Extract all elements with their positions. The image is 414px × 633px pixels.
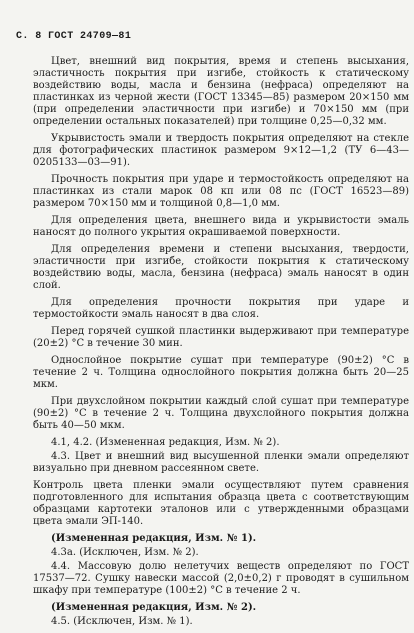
amendment-note-2: (Измененная редакция, Изм. № 2).	[51, 602, 257, 613]
clause-4-1-4-2: 4.1, 4.2. (Измененная редакция, Изм. № 2).	[51, 437, 280, 448]
paragraph-materials: Цвет, внешний вид покрытия, время и степень высыхания, эластичность покрытия при изгибе, стойкость к статическому воздействию воды, масла и бензина (нефраса) определяют на пластинках из черной жести (ГОСТ 13345—85) размером 20×150 мм (при определении эластичности при изгибе) и 70×150 мм (при определении остальных показателей) при толщине 0,25—0,32 мм.	[33, 56, 409, 127]
paragraph-color-control: Контроль цвета пленки эмали осуществляют путем сравнения подготовленного для испытания образца цвета с соответствующим образцами картотеки эталонов или с утвержденными образцами цвета эмали ЭП-140.	[33, 480, 409, 527]
paragraph-two-layers: Для определения прочности покрытия при ударе и термостойкости эмаль наносят в два слоя.	[33, 297, 409, 320]
paragraph-color-application: Для определения цвета, внешнего вида и укрывистости эмаль наносят до полного укрытия окрашиваемой поверхности.	[33, 215, 409, 238]
document-body	[33, 56, 409, 633]
clause-4-3a: 4.3а. (Исключен, Изм. № 2).	[51, 547, 199, 558]
clause-4-4: 4.4. Массовую долю нелетучих веществ определяют по ГОСТ 17537—72. Сушку навески массой (2,0±0,2) г проводят в сушильном шкафу при температуре (100±2) °С в течение 2 ч.	[33, 561, 409, 596]
paragraph-hot-drying: Перед горячей сушкой пластинки выдерживают при температуре (20±2) °С в течение 30 мин.	[33, 326, 409, 349]
clause-4-3: 4.3. Цвет и внешний вид высушенной пленки эмали определяют визуально при дневном рассеянном свете.	[33, 451, 409, 474]
paragraph-drying-application: Для определения времени и степени высыхания, твердости, эластичности при изгибе, стойкости покрытия к статическому воздействию воды, масла, бензина (нефраса) эмаль наносят в один слой.	[33, 244, 409, 291]
paragraph-single-layer: Однослойное покрытие сушат при температуре (90±2) °С в течение 2 ч. Толщина однослойного покрытия должна быть 20—25 мкм.	[33, 355, 409, 390]
page-header: С. 8 ГОСТ 24709—81	[16, 31, 132, 42]
paragraph-impact: Прочность покрытия при ударе и термостойкость определяют на пластинках из стали марок 08 кп или 08 пс (ГОСТ 16523—89) размером 70×150 мм и толщиной 0,8—1,0 мм.	[33, 174, 409, 209]
paragraph-double-layer: При двухслойном покрытии каждый слой сушат при температуре (90±2) °С в течение 2 ч. Толщина двухслойного покрытия должна быть 40—50 мкм.	[33, 396, 409, 431]
clause-4-5: 4.5. (Исключен, Изм. № 1).	[51, 616, 193, 627]
amendment-note-1: (Измененная редакция, Изм. № 1).	[51, 533, 257, 544]
paragraph-hiding-power: Укрывистость эмали и твердость покрытия определяют на стекле для фотографических пластинок размером 9×12—1,2 (ТУ 6—43—0205133—03—91).	[33, 133, 409, 168]
